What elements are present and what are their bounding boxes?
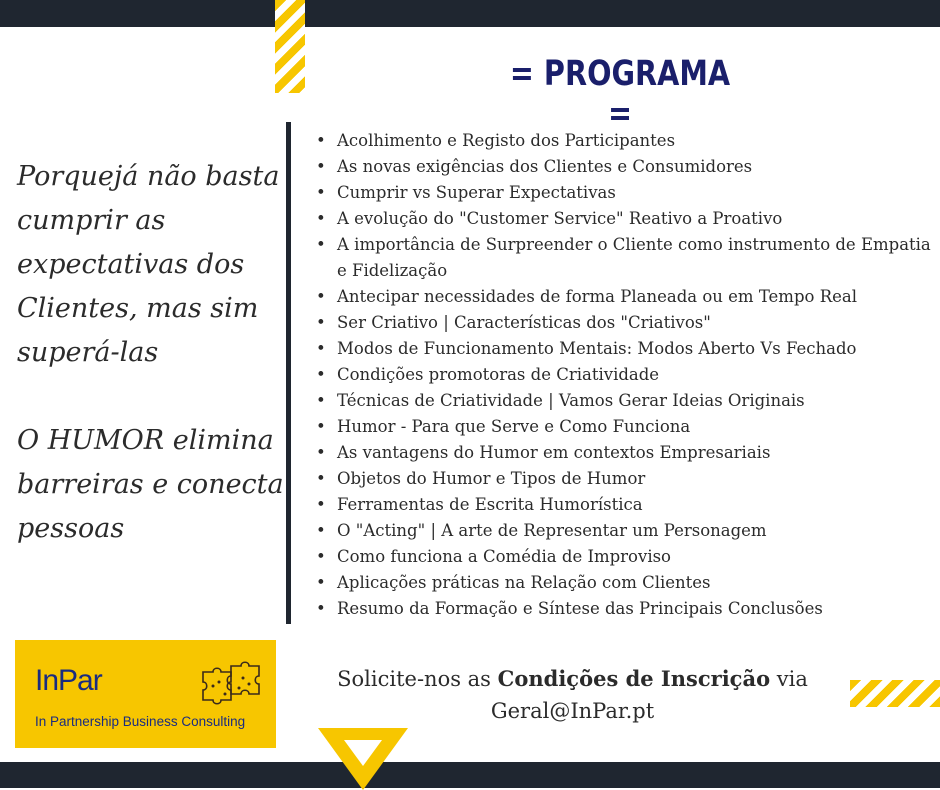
program-item: • O "Acting" | A arte de Representar um Personagem bbox=[314, 518, 934, 544]
tagline-text: Porquejá não basta cumprir as expectativas dos Clientes, mas sim superá-las bbox=[17, 161, 280, 368]
program-item: • A importância de Surpreender o Cliente como instrumento de Empatia e Fidelização bbox=[314, 232, 934, 284]
program-item: • Resumo da Formação e Síntese das Principais Conclusões bbox=[314, 596, 934, 622]
cta-email[interactable]: Geral@InPar.pt bbox=[490, 699, 655, 723]
cta-suffix: via bbox=[770, 667, 808, 691]
program-item: • Humor - Para que Serve e Como Funciona bbox=[314, 414, 934, 440]
program-item: • Acolhimento e Registo dos Participantes bbox=[314, 128, 934, 154]
inpar-logo bbox=[15, 640, 276, 748]
program-item: • Ferramentas de Escrita Humorística bbox=[314, 492, 934, 518]
program-item: • Cumprir vs Superar Expectativas bbox=[314, 180, 934, 206]
program-title: = PROGRAMA = bbox=[509, 54, 731, 134]
program-item: • Aplicações práticas na Relação com Clientes bbox=[314, 570, 934, 596]
puzzle-icon bbox=[195, 658, 265, 710]
program-list bbox=[314, 128, 934, 622]
program-item: • As novas exigências dos Clientes e Consumidores bbox=[314, 154, 934, 180]
left-message bbox=[17, 155, 285, 551]
program-item: • Condições promotoras de Criatividade bbox=[314, 362, 934, 388]
program-item: • Antecipar necessidades de forma Planeada ou em Tempo Real bbox=[314, 284, 934, 310]
registration-cta bbox=[300, 663, 845, 727]
program-item: • Técnicas de Criatividade | Vamos Gerar Ideias Originais bbox=[314, 388, 934, 414]
cta-prefix: Solicite-nos as bbox=[337, 667, 498, 691]
triangle-decoration bbox=[318, 728, 410, 790]
program-item: • Objetos do Humor e Tipos de Humor bbox=[314, 466, 934, 492]
cta-line bbox=[300, 663, 845, 695]
bottom-band bbox=[0, 762, 940, 788]
program-item: • Como funciona a Comédia de Improviso bbox=[314, 544, 934, 570]
program-item: • A evolução do "Customer Service" Reativo a Proativo bbox=[314, 206, 934, 232]
hazard-stripe-top bbox=[275, 0, 305, 93]
program-item: • Modos de Funcionamento Mentais: Modos Aberto Vs Fechado bbox=[314, 336, 934, 362]
vertical-divider bbox=[286, 122, 291, 624]
program-item: • Ser Criativo | Características dos "Criativos" bbox=[314, 310, 934, 336]
program-item: • As vantagens do Humor em contextos Empresariais bbox=[314, 440, 934, 466]
cta-bold: Condições de Inscrição bbox=[497, 666, 771, 691]
logo-tagline: In Partnership Business Consulting bbox=[35, 714, 246, 729]
logo-name: InPar bbox=[35, 664, 102, 697]
hazard-stripe-right bbox=[850, 680, 940, 707]
top-band bbox=[0, 0, 940, 27]
humor-text: O HUMOR elimina barreiras e conecta pessoas bbox=[17, 425, 284, 544]
